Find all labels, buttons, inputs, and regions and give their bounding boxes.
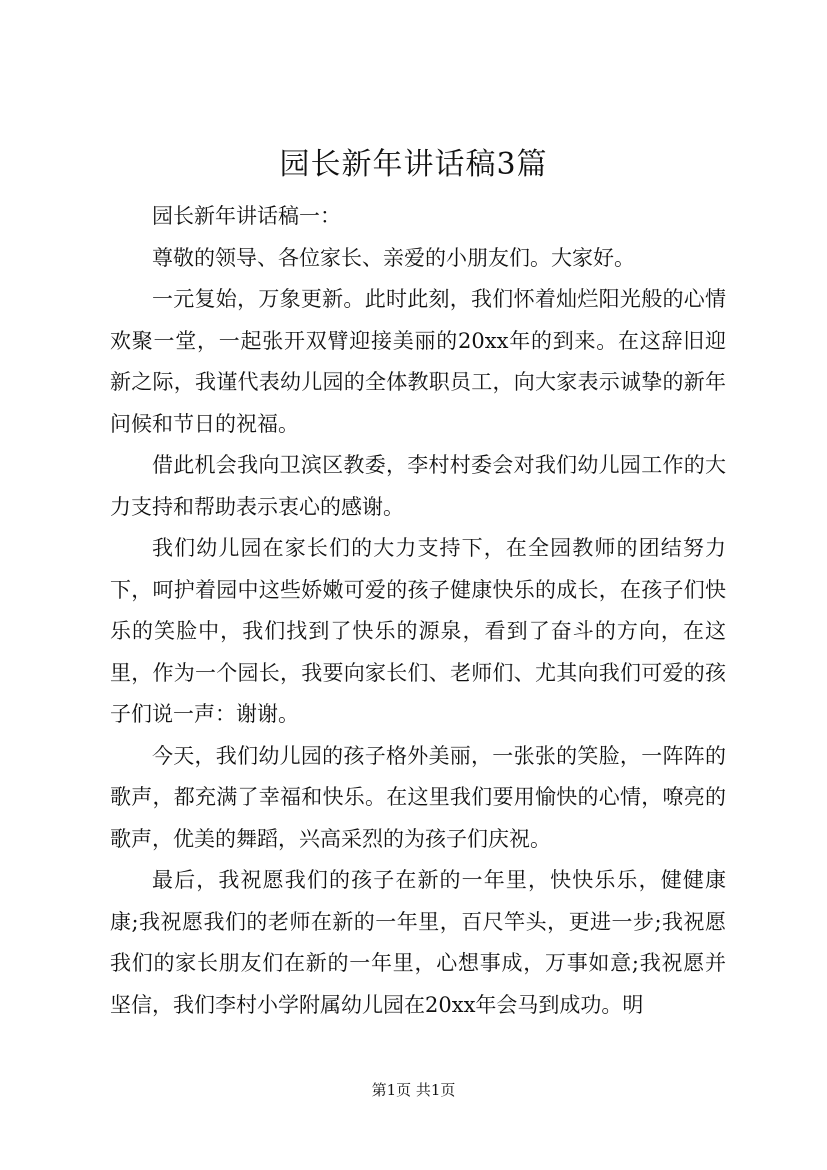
paragraph: 借此机会我向卫滨区教委，李村村委会对我们幼儿园工作的大力支持和帮助表示衷心的感谢。: [110, 453, 726, 519]
document-title: 园长新年讲话稿3篇: [279, 147, 548, 182]
paragraph: 今天，我们幼儿园的孩子格外美丽，一张张的笑脸，一阵阵的歌声，都充满了幸福和快乐。在这里我们要用愉快的心情，嘹亮的歌声，优美的舞蹈，兴高采烈的为孩子们庆祝。: [110, 743, 726, 851]
paragraph: 一元复始，万象更新。此时此刻，我们怀着灿烂阳光般的心情欢聚一堂，一起张开双臂迎接美丽的20xx年的到来。在这辞旧迎新之际，我谨代表幼儿园的全体教职员工，向大家表示诚挚的新年问候和节日的祝福。: [110, 287, 726, 436]
document-body: [110, 196, 726, 1026]
paragraph: 最后，我祝愿我们的孩子在新的一年里，快快乐乐，健健康康;我祝愿我们的老师在新的一年里，百尺竿头，更进一步;我祝愿我们的家长朋友们在新的一年里，心想事成，万事如意;我祝愿并坚信，我们李村小学附属幼儿园在20xx年会马到成功。明: [110, 868, 726, 1017]
paragraph-greeting: 尊敬的领导、各位家长、亲爱的小朋友们。大家好。: [152, 245, 635, 270]
paragraph: 我们幼儿园在家长们的大力支持下，在全园教师的团结努力下，呵护着园中这些娇嫩可爱的孩子健康快乐的成长，在孩子们快乐的笑脸中，我们找到了快乐的源泉，看到了奋斗的方向，在这里，作为一个园长，我要向家长们、老师们、尤其向我们可爱的孩子们说一声：谢谢。: [110, 536, 726, 726]
paragraph-heading: 园长新年讲话稿一：: [152, 204, 341, 228]
page-footer: 第1页 共1页: [371, 1081, 456, 1099]
